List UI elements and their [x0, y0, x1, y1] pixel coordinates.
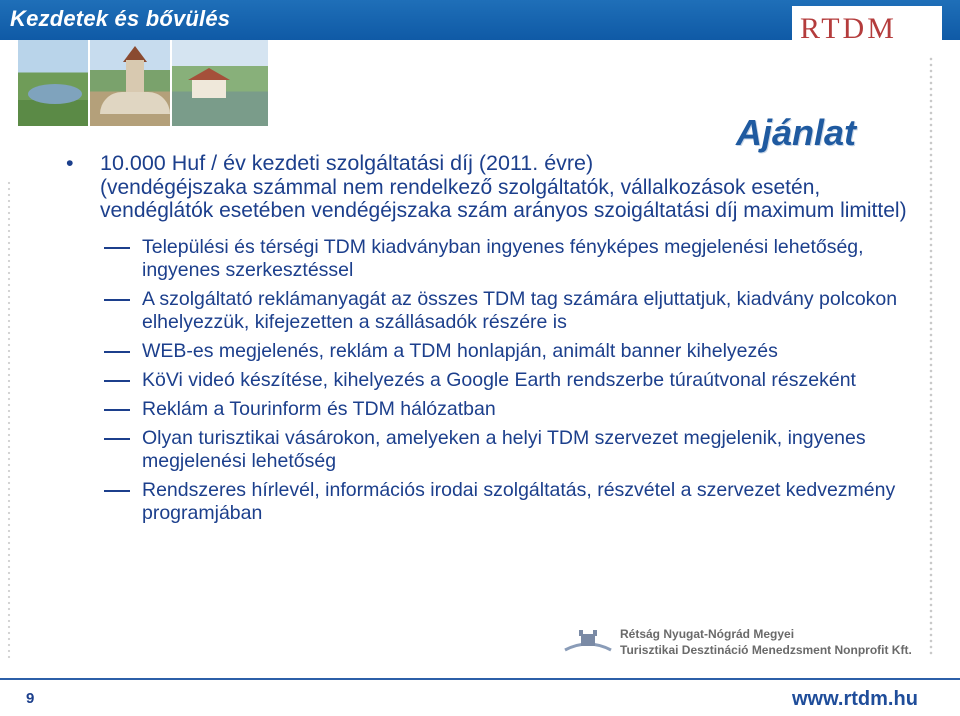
lake-shape: [28, 84, 82, 104]
house-shape: [192, 80, 226, 98]
benefit-item: [66, 236, 926, 282]
benefit-text: Olyan turisztikai vásárokon, amelyeken a helyi TDM szervezet megjelenik, ingyenes megjelenési lehetőség: [142, 427, 866, 472]
benefit-item: [66, 398, 926, 421]
church-photo: [90, 40, 170, 126]
main-bullet-line2: (vendégéjszaka számmal nem rendelkező szolgáltatók, vállalkozások esetén, vendéglátók esetében vendégéjszaka szám arányos szoigáltatási díj maximum limittel): [100, 176, 907, 222]
benefit-text: A szolgáltató reklámanyagát az összes TDM tag számára eljuttatjuk, kiadvány polcokon elhelyezzük, kifejezetten a szállásadók részére is: [142, 288, 898, 333]
dash-icon: [104, 438, 130, 440]
org-line1: Rétság Nyugat-Nógrád Megyei: [620, 627, 795, 641]
offer-heading: Ajánlat: [736, 112, 857, 153]
logo-text: RTDM: [800, 12, 897, 45]
dash-icon: [104, 247, 130, 249]
dash-icon: [104, 380, 130, 382]
dash-icon: [104, 409, 130, 411]
main-bullet-line1: 10.000 Huf / év kezdeti szolgáltatási díj (2011. évre): [100, 151, 594, 175]
village-photo: [172, 40, 268, 126]
benefit-text: Települési és térségi TDM kiadványban ingyenes fényképes megjelenési lehetőség, ingyenes szerkesztéssel: [142, 236, 864, 281]
benefits-list: [66, 236, 926, 525]
header-photo-strip: [18, 40, 268, 126]
slide-title: Kezdetek és bővülés: [10, 6, 231, 31]
benefit-text: WEB-es megjelenés, reklám a TDM honlapján, animált banner kihelyezés: [142, 340, 778, 362]
dash-icon: [104, 299, 130, 301]
benefit-item: [66, 288, 926, 334]
landscape-photo: [18, 40, 88, 126]
page-number: 9: [26, 690, 35, 707]
benefit-item: [66, 369, 926, 392]
main-bullet: [66, 150, 926, 222]
benefit-text: Rendszeres hírlevél, információs irodai szolgáltatás, részvétel a szervezet kedvezmény programjában: [142, 479, 896, 524]
benefit-text: Reklám a Tourinform és TDM hálózatban: [142, 398, 496, 420]
arch-shape: [100, 92, 170, 114]
rtdm-logo: [800, 12, 897, 46]
benefit-item: [66, 479, 926, 525]
footer-divider: [0, 678, 960, 680]
house-roof-shape: [188, 68, 230, 80]
benefit-item: [66, 340, 926, 363]
left-dot-border: [6, 180, 12, 660]
castle-emblem-icon: [563, 624, 613, 658]
bullet-icon: •: [66, 151, 74, 175]
dash-icon: [104, 351, 130, 353]
website-url[interactable]: www.rtdm.hu: [792, 688, 918, 710]
benefit-text: KöVi videó készítése, kihelyezés a Google Earth rendszerbe túraútvonal részeként: [142, 369, 856, 391]
right-dot-border: [928, 56, 934, 656]
slide-content: [66, 150, 926, 531]
org-line2: Turisztikai Desztináció Menedzsment Nonprofit Kft.: [620, 643, 912, 657]
dash-icon: [104, 490, 130, 492]
organization-name: [620, 626, 912, 658]
benefit-item: [66, 427, 926, 473]
